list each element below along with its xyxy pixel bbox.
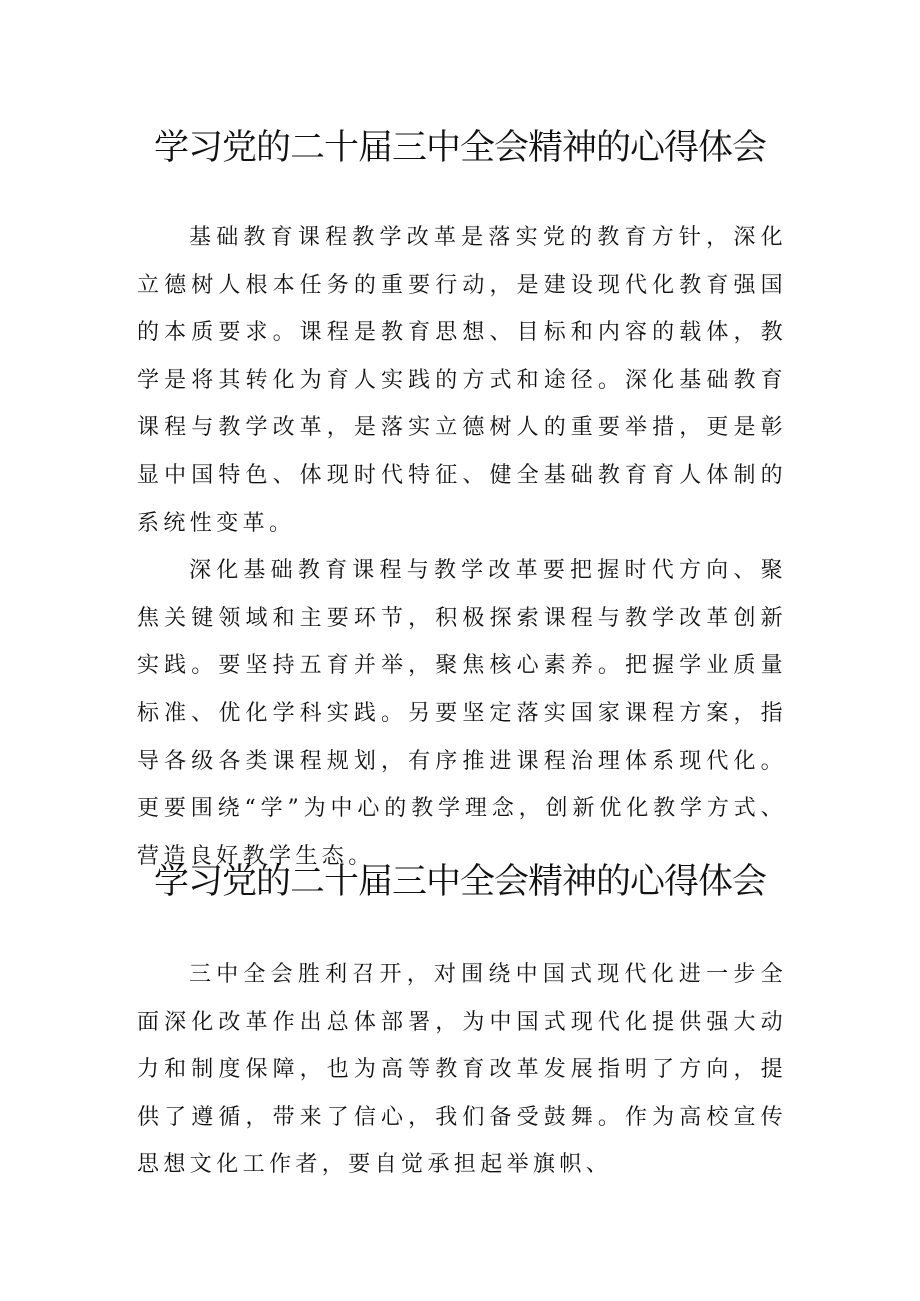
article-title: 学习党的二十届三中全会精神的心得体会 — [153, 128, 766, 168]
body-paragraph: 深化基础教育课程与教学改革要把握时代方向、聚焦关键领域和主要环节，积极探索课程与教学改革创新实践。要坚持五育并举，聚焦核心素养。把握学业质量标准、优化学科实践。另要坚定落实国家课程方案，指导各级各类课程规划，有序推进课程治理体系现代化。更要围绕“学”为中心的教学理念，创新优化教学方式、营造良好教学生态。 — [137, 558, 787, 869]
article-title: 学习党的二十届三中全会精神的心得体会 — [153, 862, 766, 902]
article-body — [137, 951, 787, 1189]
body-paragraph: 基础教育课程教学改革是落实党的教育方针，深化立德树人根本任务的重要行动，是建设现代化教育强国的本质要求。课程是教育思想、目标和内容的载体，教学是将其转化为育人实践的方式和途径。深化基础教育课程与教学改革，是落实立德树人的重要举措，更是彰显中国特色、体现时代特征、健全基础教育育人体制的系统性变革。 — [137, 225, 787, 536]
article-body — [137, 214, 787, 880]
body-paragraph: 三中全会胜利召开，对围绕中国式现代化进一步全面深化改革作出总体部署，为中国式现代化提供强大动力和制度保障，也为高等教育改革发展指明了方向，提供了遵循，带来了信心，我们备受鼓舞。作为高校宣传思想文化工作者，要自觉承担起举旗帜、 — [137, 962, 787, 1178]
